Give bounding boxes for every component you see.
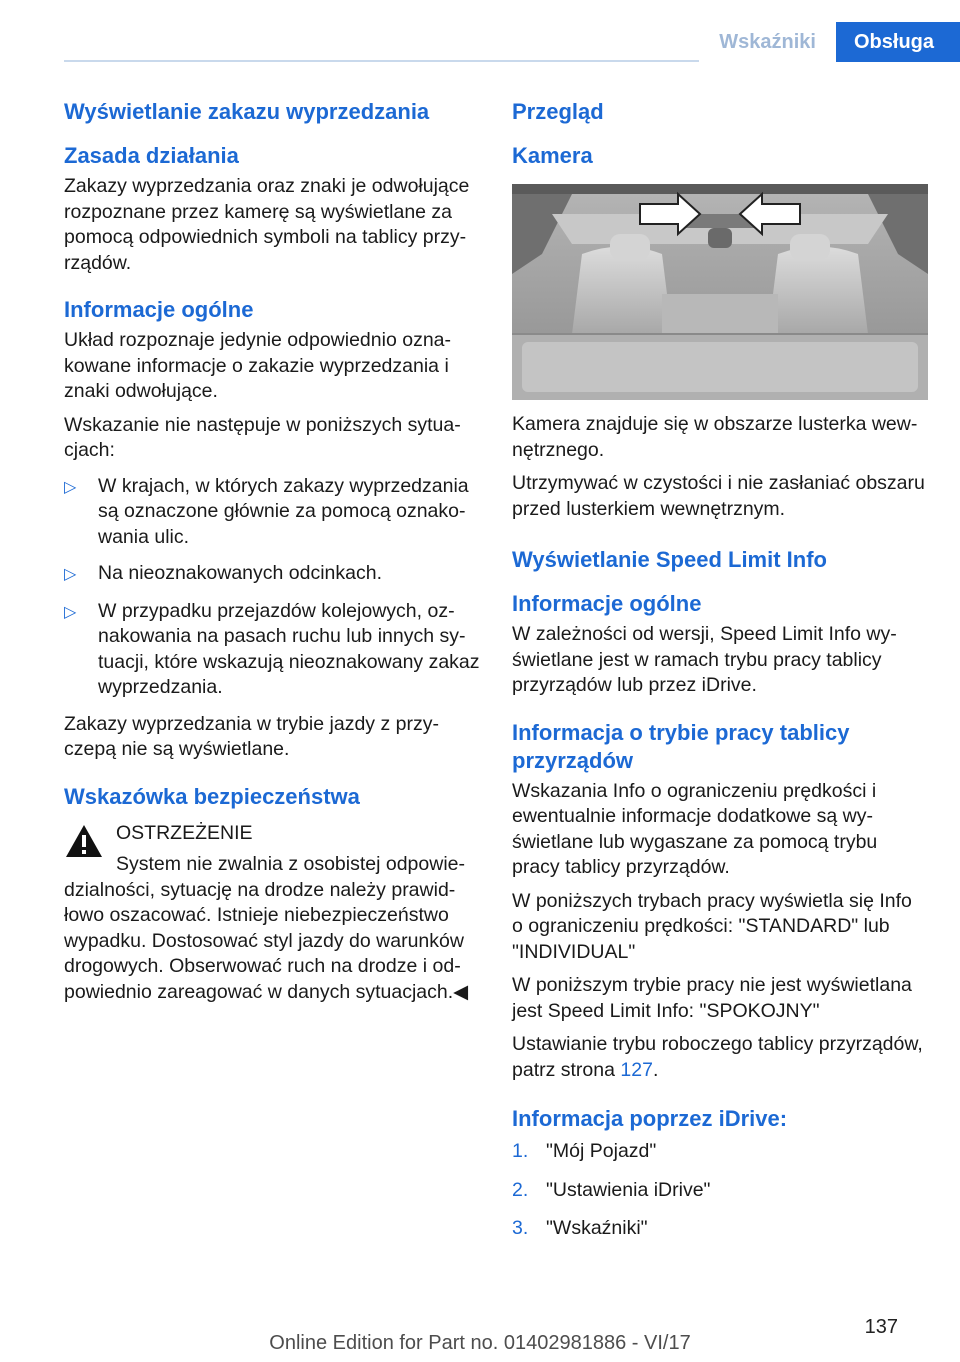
page-reference-link[interactable]: 127 — [620, 1058, 653, 1081]
subheading-principle: Zasada działania — [64, 143, 239, 168]
step-text: "Ustawienia iDrive" — [546, 1178, 711, 1201]
warning-label: OSTRZEŻENIE — [116, 821, 253, 844]
limitation-list — [64, 474, 480, 701]
general-info-text: Układ rozpoznaje jedynie odpowiednio oznakowane informacje o zakazie wyprzedzania i znaki odwołujące. — [64, 329, 452, 402]
display-mode-text-4 — [512, 1032, 928, 1083]
tab-indicators[interactable]: Wskaźniki — [699, 22, 836, 62]
warning-triangle-icon — [64, 823, 104, 859]
tab-operation[interactable]: Obsługa — [836, 22, 960, 62]
display-mode-text-1: Wskazania Info o ograniczeniu prędkości i ewentualnie informacje dodatkowe są wyświetlane lub wygaszane za pomocą trybu pracy tablicy przyrządów. — [512, 779, 878, 878]
list-item — [64, 561, 480, 588]
subheading-idrive-info: Informacja poprzez iDrive: — [512, 1106, 788, 1131]
limitation-intro-text: Wskazanie nie następuje w poniższych sytuacjach: — [64, 413, 461, 461]
camera-location-text: Kamera znajduje się w obszarze lusterka wewnętrznego. — [512, 413, 918, 461]
display-mode-text-2: W poniższych trybach pracy wyświetla się Info o ograniczeniu prędkości: "STANDARD" lub "INDIVIDUAL" — [512, 889, 912, 963]
triangle-bullet-icon: ▷ — [64, 603, 77, 621]
list-item-text: W przypadku przejazdów kolejowych, oznakowania na pasach ruchu lub innych sytuacji, które wskazują nieoznakowany zakaz wyprzedzania. — [98, 599, 480, 698]
edition-footer: Online Edition for Part no. 01402981886 - VI/17 — [269, 1332, 691, 1354]
camera-care-text: Utrzymywać w czystości i nie zasłaniać obszaru przed lusterkiem wewnętrznym. — [512, 472, 925, 520]
subheading-general-info-right: Informacje ogólne — [512, 591, 702, 616]
section-heading-overview: Przegląd — [512, 99, 604, 124]
subheading-general-info: Informacje ogólne — [64, 297, 254, 322]
step-number: 3. — [512, 1217, 529, 1239]
left-column — [64, 98, 480, 1005]
display-mode-text-3: W poniższym trybie pracy nie jest wyświetlana jest Speed Limit Info: "SPOKOJNY" — [512, 974, 912, 1022]
list-item — [64, 474, 480, 551]
triangle-bullet-icon: ▷ — [64, 478, 77, 496]
section-heading-overtaking: Wyświetlanie zakazu wyprzedzania — [64, 99, 430, 124]
warning-text: System nie zwalnia z osobistej odpowiedzialności, sytuację na drodze należy prawidłowo oszacować. Istnieje niebezpieczeństwo wypadku. Dostosować styl jazdy do warunków drogowych. Obserwować ruch na drodze i odpowiednio zareagować w danych sytuacjach.◀ — [64, 853, 469, 1003]
list-item — [64, 599, 480, 701]
camera-location-image — [512, 184, 928, 400]
trailer-mode-text: Zakazy wyprzedzania w trybie jazdy z przyczepą nie są wyświetlane. — [64, 712, 439, 760]
display-mode-text-4-prefix: Ustawianie trybu roboczego tablicy przyrządów, patrz strona — [512, 1033, 923, 1081]
principle-text: Zakazy wyprzedzania oraz znaki je odwołujące rozpoznane przez kamerę są wyświetlane za pomocą odpowiednich symboli na tablicy przyrządów. — [64, 175, 470, 274]
page-number: 137 — [864, 1316, 898, 1338]
subheading-display-mode: Informacja o trybie pracy tablicy przyrządów — [512, 719, 850, 773]
right-column — [512, 98, 928, 1255]
step-number: 2. — [512, 1178, 529, 1201]
subheading-safety: Wskazówka bezpieczeństwa — [64, 783, 360, 809]
list-item-text: Na nieoznakowanych odcinkach. — [98, 562, 383, 584]
list-item-text: W krajach, w których zakazy wyprzedzania są oznaczone głównie za pomocą oznakowania ulic. — [98, 474, 469, 548]
display-mode-text-4-suffix: . — [652, 1058, 659, 1081]
step-text: "Wskaźniki" — [546, 1217, 648, 1239]
warning-block — [64, 821, 480, 1006]
section-heading-speed-limit-info: Wyświetlanie Speed Limit Info — [512, 547, 827, 572]
list-item — [512, 1178, 928, 1204]
step-number: 1. — [512, 1140, 529, 1162]
idrive-steps-list — [512, 1139, 928, 1242]
triangle-bullet-icon: ▷ — [64, 566, 77, 583]
header-tabs — [699, 22, 960, 62]
list-item — [512, 1216, 928, 1242]
step-text: "Mój Pojazd" — [546, 1140, 657, 1162]
speed-limit-general-text: W zależności od wersji, Speed Limit Info wyświetlane jest w ramach trybu pracy tablicy przyrządów lub przez iDrive. — [512, 623, 897, 696]
list-item — [512, 1139, 928, 1165]
subheading-camera: Kamera — [512, 143, 593, 168]
